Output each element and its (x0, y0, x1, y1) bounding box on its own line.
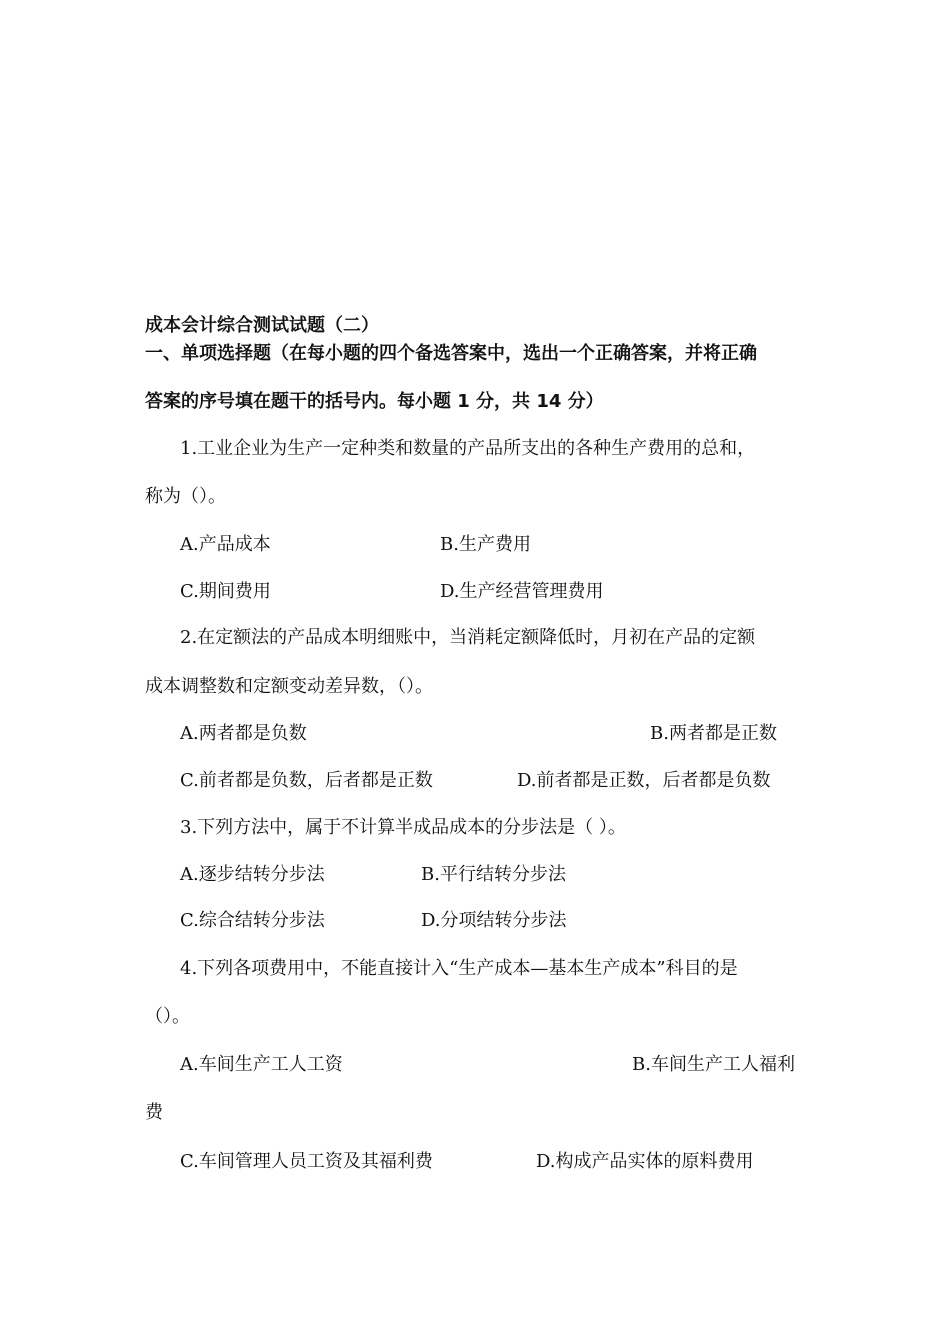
question-3-option-c: C.综合结转分步法 (180, 910, 325, 931)
question-3-option-d: D.分项结转分步法 (421, 910, 567, 931)
question-4-option-d: D.构成产品实体的原料费用 (536, 1151, 754, 1172)
question-4-stem-line-1: 4.下列各项费用中，不能直接计入“生产成本—基本生产成本”科目的是 (180, 958, 738, 979)
question-1-stem-line-2: 称为（）。 (145, 486, 226, 507)
question-2-option-a: A.两者都是负数 (180, 723, 307, 744)
section-heading-line-2: 答案的序号填在题干的括号内。每小题 1 分，共 14 分） (145, 391, 604, 412)
question-3-option-b: B.平行结转分步法 (421, 864, 566, 885)
question-2-option-b: B.两者都是正数 (650, 723, 777, 744)
question-4-option-c: C.车间管理人员工资及其福利费 (180, 1151, 433, 1172)
question-4-option-a: A.车间生产工人工资 (180, 1054, 343, 1075)
question-3-option-a: A.逐步结转分步法 (180, 864, 325, 885)
question-4-stem-line-2: （）。 (145, 1006, 190, 1027)
question-1-option-a: A.产品成本 (180, 534, 271, 555)
question-3-stem-line-1: 3.下列方法中，属于不计算半成品成本的分步法是（ ）。 (180, 817, 626, 838)
question-1-stem-line-1: 1.工业企业为生产一定种类和数量的产品所支出的各种生产费用的总和， (180, 438, 756, 459)
question-2-option-c: C.前者都是负数，后者都是正数 (180, 770, 433, 791)
document-title: 成本会计综合测试试题（二） (145, 315, 379, 336)
question-4-option-b: B.车间生产工人福利 (632, 1054, 795, 1075)
question-1-option-d: D.生产经营管理费用 (440, 581, 604, 602)
question-2-stem-line-1: 2.在定额法的产品成本明细账中，当消耗定额降低时，月初在产品的定额 (180, 627, 756, 648)
question-1-option-b: B.生产费用 (440, 534, 531, 555)
section-heading-line-1: 一、单项选择题（在每小题的四个备选答案中，选出一个正确答案，并将正确 (145, 343, 757, 364)
question-2-option-d: D.前者都是正数，后者都是负数 (517, 770, 771, 791)
question-4-option-b-continued: 费 (145, 1102, 163, 1123)
question-1-option-c: C.期间费用 (180, 581, 271, 602)
question-2-stem-line-2: 成本调整数和定额变动差异数，（）。 (145, 676, 433, 697)
